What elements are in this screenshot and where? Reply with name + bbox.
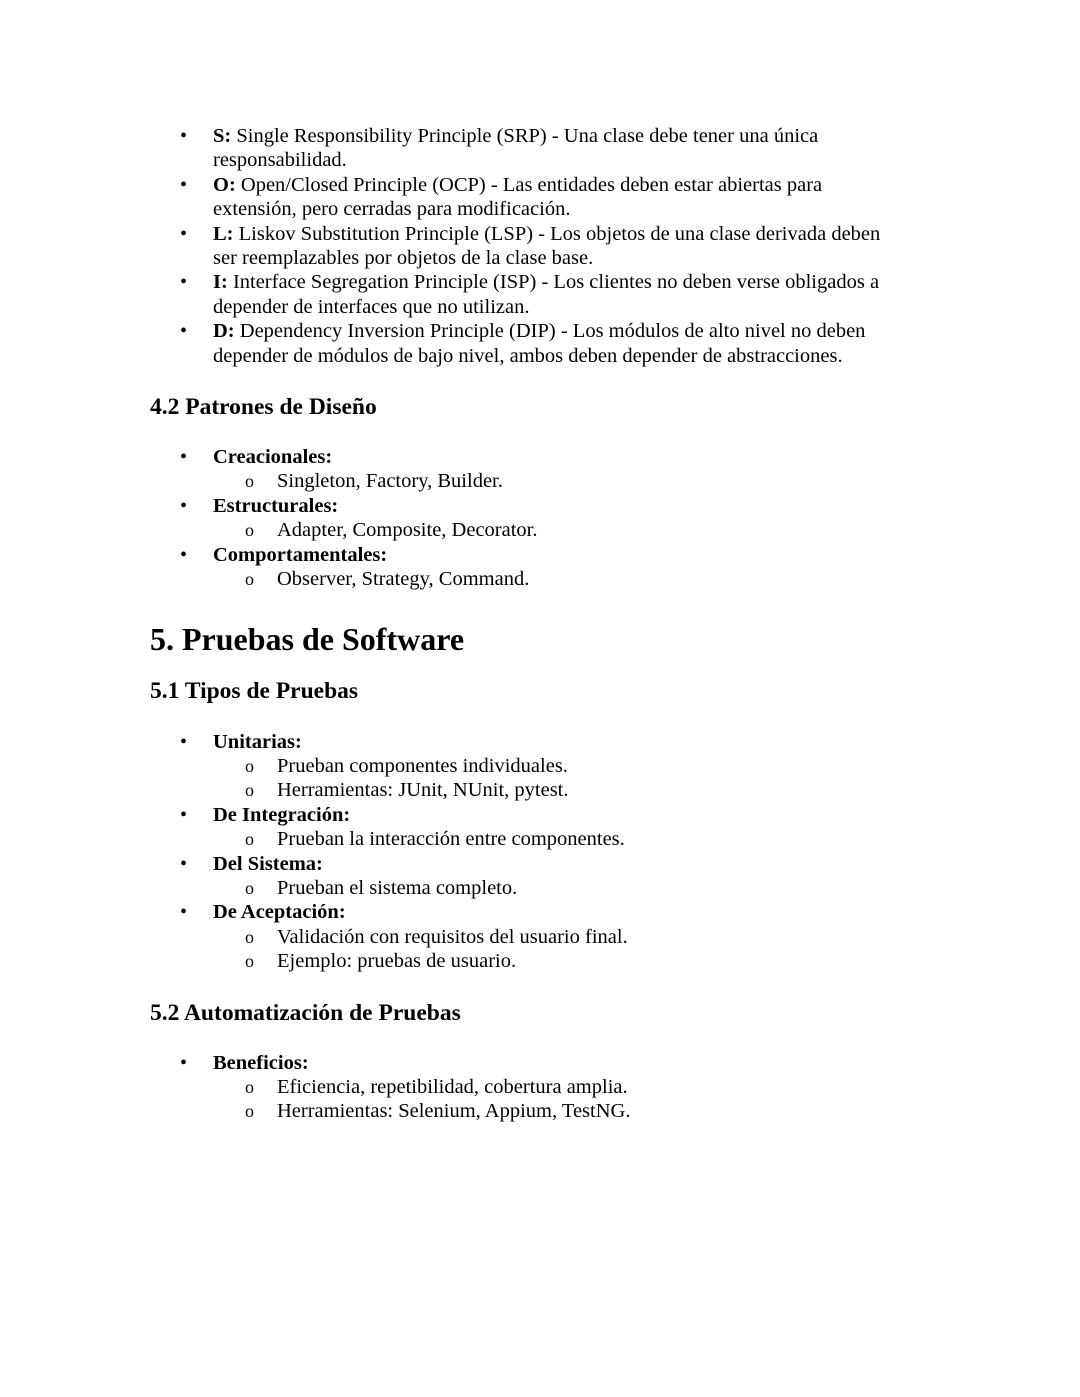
page-content [150, 124, 930, 1124]
test-type-detail [150, 949, 930, 973]
detail-text: Eficiencia, repetibilidad, cobertura amplia. [277, 1075, 628, 1098]
sub-bullet-icon: o [245, 1101, 254, 1122]
benefit-detail [150, 1099, 930, 1123]
examples-text: Adapter, Composite, Decorator. [277, 519, 538, 542]
sub-bullet-icon: o [245, 780, 254, 801]
sub-bullet-icon: o [245, 877, 254, 898]
solid-item-s [150, 124, 906, 173]
bullet-icon: • [180, 222, 188, 245]
sub-bullet-icon: o [245, 755, 254, 776]
test-type-detail [150, 827, 930, 851]
test-type-detail [150, 754, 930, 778]
detail-text: Herramientas: Selenium, Appium, TestNG. [277, 1100, 631, 1123]
sub-bullet-icon: o [245, 951, 254, 972]
solid-item-o [150, 173, 906, 222]
solid-item-i [150, 270, 906, 319]
sub-bullet-icon: o [245, 1076, 254, 1097]
bullet-icon: • [180, 803, 188, 826]
test-type-integration [150, 803, 930, 827]
examples-text: Singleton, Factory, Builder. [277, 470, 503, 493]
pattern-examples [150, 469, 930, 493]
test-type-detail [150, 925, 930, 949]
bullet-icon: • [180, 125, 188, 147]
solid-principles-list [150, 124, 906, 368]
bullet-icon: • [180, 173, 188, 196]
principle-text: Open/Closed Principle (OCP) - Las entidades deben estar abiertas para extensión, pero cerradas para modificación. [213, 173, 823, 221]
principle-text: Single Responsibility Principle (SRP) - Una clase debe tener una única responsabilidad. [213, 125, 819, 172]
section-5-title: 5. Pruebas de Software [150, 620, 465, 657]
section-5-2-title: 5.2 Automatización de Pruebas [150, 999, 461, 1026]
test-types-list [150, 730, 930, 974]
principle-key: L: [213, 222, 234, 245]
test-type-label: De Integración: [213, 803, 351, 826]
test-type-label: De Aceptación: [213, 901, 346, 924]
detail-text: Prueban el sistema completo. [277, 876, 518, 899]
principle-text: Interface Segregation Principle (ISP) - Los clientes no deben verse obligados a depender de interfaces que no utilizan. [213, 271, 880, 318]
bullet-icon: • [180, 1051, 188, 1074]
detail-text: Ejemplo: pruebas de usuario. [277, 950, 517, 973]
test-type-label: Del Sistema: [213, 852, 323, 875]
solid-item-d [150, 319, 906, 368]
principle-text: Dependency Inversion Principle (DIP) - Los módulos de alto nivel no deben depender de módulos de bajo nivel, ambos deben depender de abstracciones. [213, 320, 866, 367]
solid-item-l [150, 222, 906, 271]
principle-key: S: [213, 125, 232, 147]
detail-text: Prueban la interacción entre componentes. [277, 828, 625, 851]
category-label: Comportamentales: [213, 543, 388, 566]
examples-text: Observer, Strategy, Command. [277, 568, 530, 591]
test-type-detail [150, 778, 930, 802]
principle-key: O: [213, 173, 236, 196]
detail-text: Validación con requisitos del usuario final. [277, 925, 628, 948]
sub-bullet-icon: o [245, 829, 254, 850]
test-type-detail [150, 876, 930, 900]
category-label: Estructurales: [213, 494, 339, 517]
sub-bullet-icon: o [245, 520, 254, 541]
principle-key: D: [213, 320, 235, 343]
bullet-icon: • [180, 901, 188, 924]
test-type-acceptance [150, 900, 930, 924]
test-type-label: Unitarias: [213, 730, 302, 753]
category-label: Creacionales: [213, 446, 333, 469]
pattern-category-creational [150, 445, 930, 469]
section-5-1-title: 5.1 Tipos de Pruebas [150, 677, 359, 704]
bullet-icon: • [180, 271, 188, 294]
automation-benefits [150, 1051, 930, 1075]
pattern-examples [150, 518, 930, 542]
benefit-detail [150, 1075, 930, 1099]
principle-key: I: [213, 271, 228, 294]
detail-text: Prueban componentes individuales. [277, 754, 568, 777]
test-type-system [150, 852, 930, 876]
pattern-category-behavioral [150, 543, 930, 567]
bullet-icon: • [180, 320, 188, 343]
detail-text: Herramientas: JUnit, NUnit, pytest. [277, 779, 569, 802]
sub-bullet-icon: o [245, 569, 254, 590]
design-patterns-list [150, 445, 930, 591]
benefits-label: Beneficios: [213, 1051, 309, 1074]
pattern-category-structural [150, 494, 930, 518]
sub-bullet-icon: o [245, 926, 254, 947]
automation-list [150, 1051, 930, 1124]
bullet-icon: • [180, 543, 188, 566]
bullet-icon: • [180, 852, 188, 875]
principle-text: Liskov Substitution Principle (LSP) - Los objetos de una clase derivada deben ser reemplazables por objetos de la clase base. [213, 222, 881, 270]
section-4-2-title: 4.2 Patrones de Diseño [150, 394, 377, 421]
bullet-icon: • [180, 494, 188, 517]
bullet-icon: • [180, 446, 188, 469]
sub-bullet-icon: o [245, 471, 254, 492]
bullet-icon: • [180, 730, 188, 753]
pattern-examples [150, 567, 930, 591]
test-type-unit [150, 730, 930, 754]
